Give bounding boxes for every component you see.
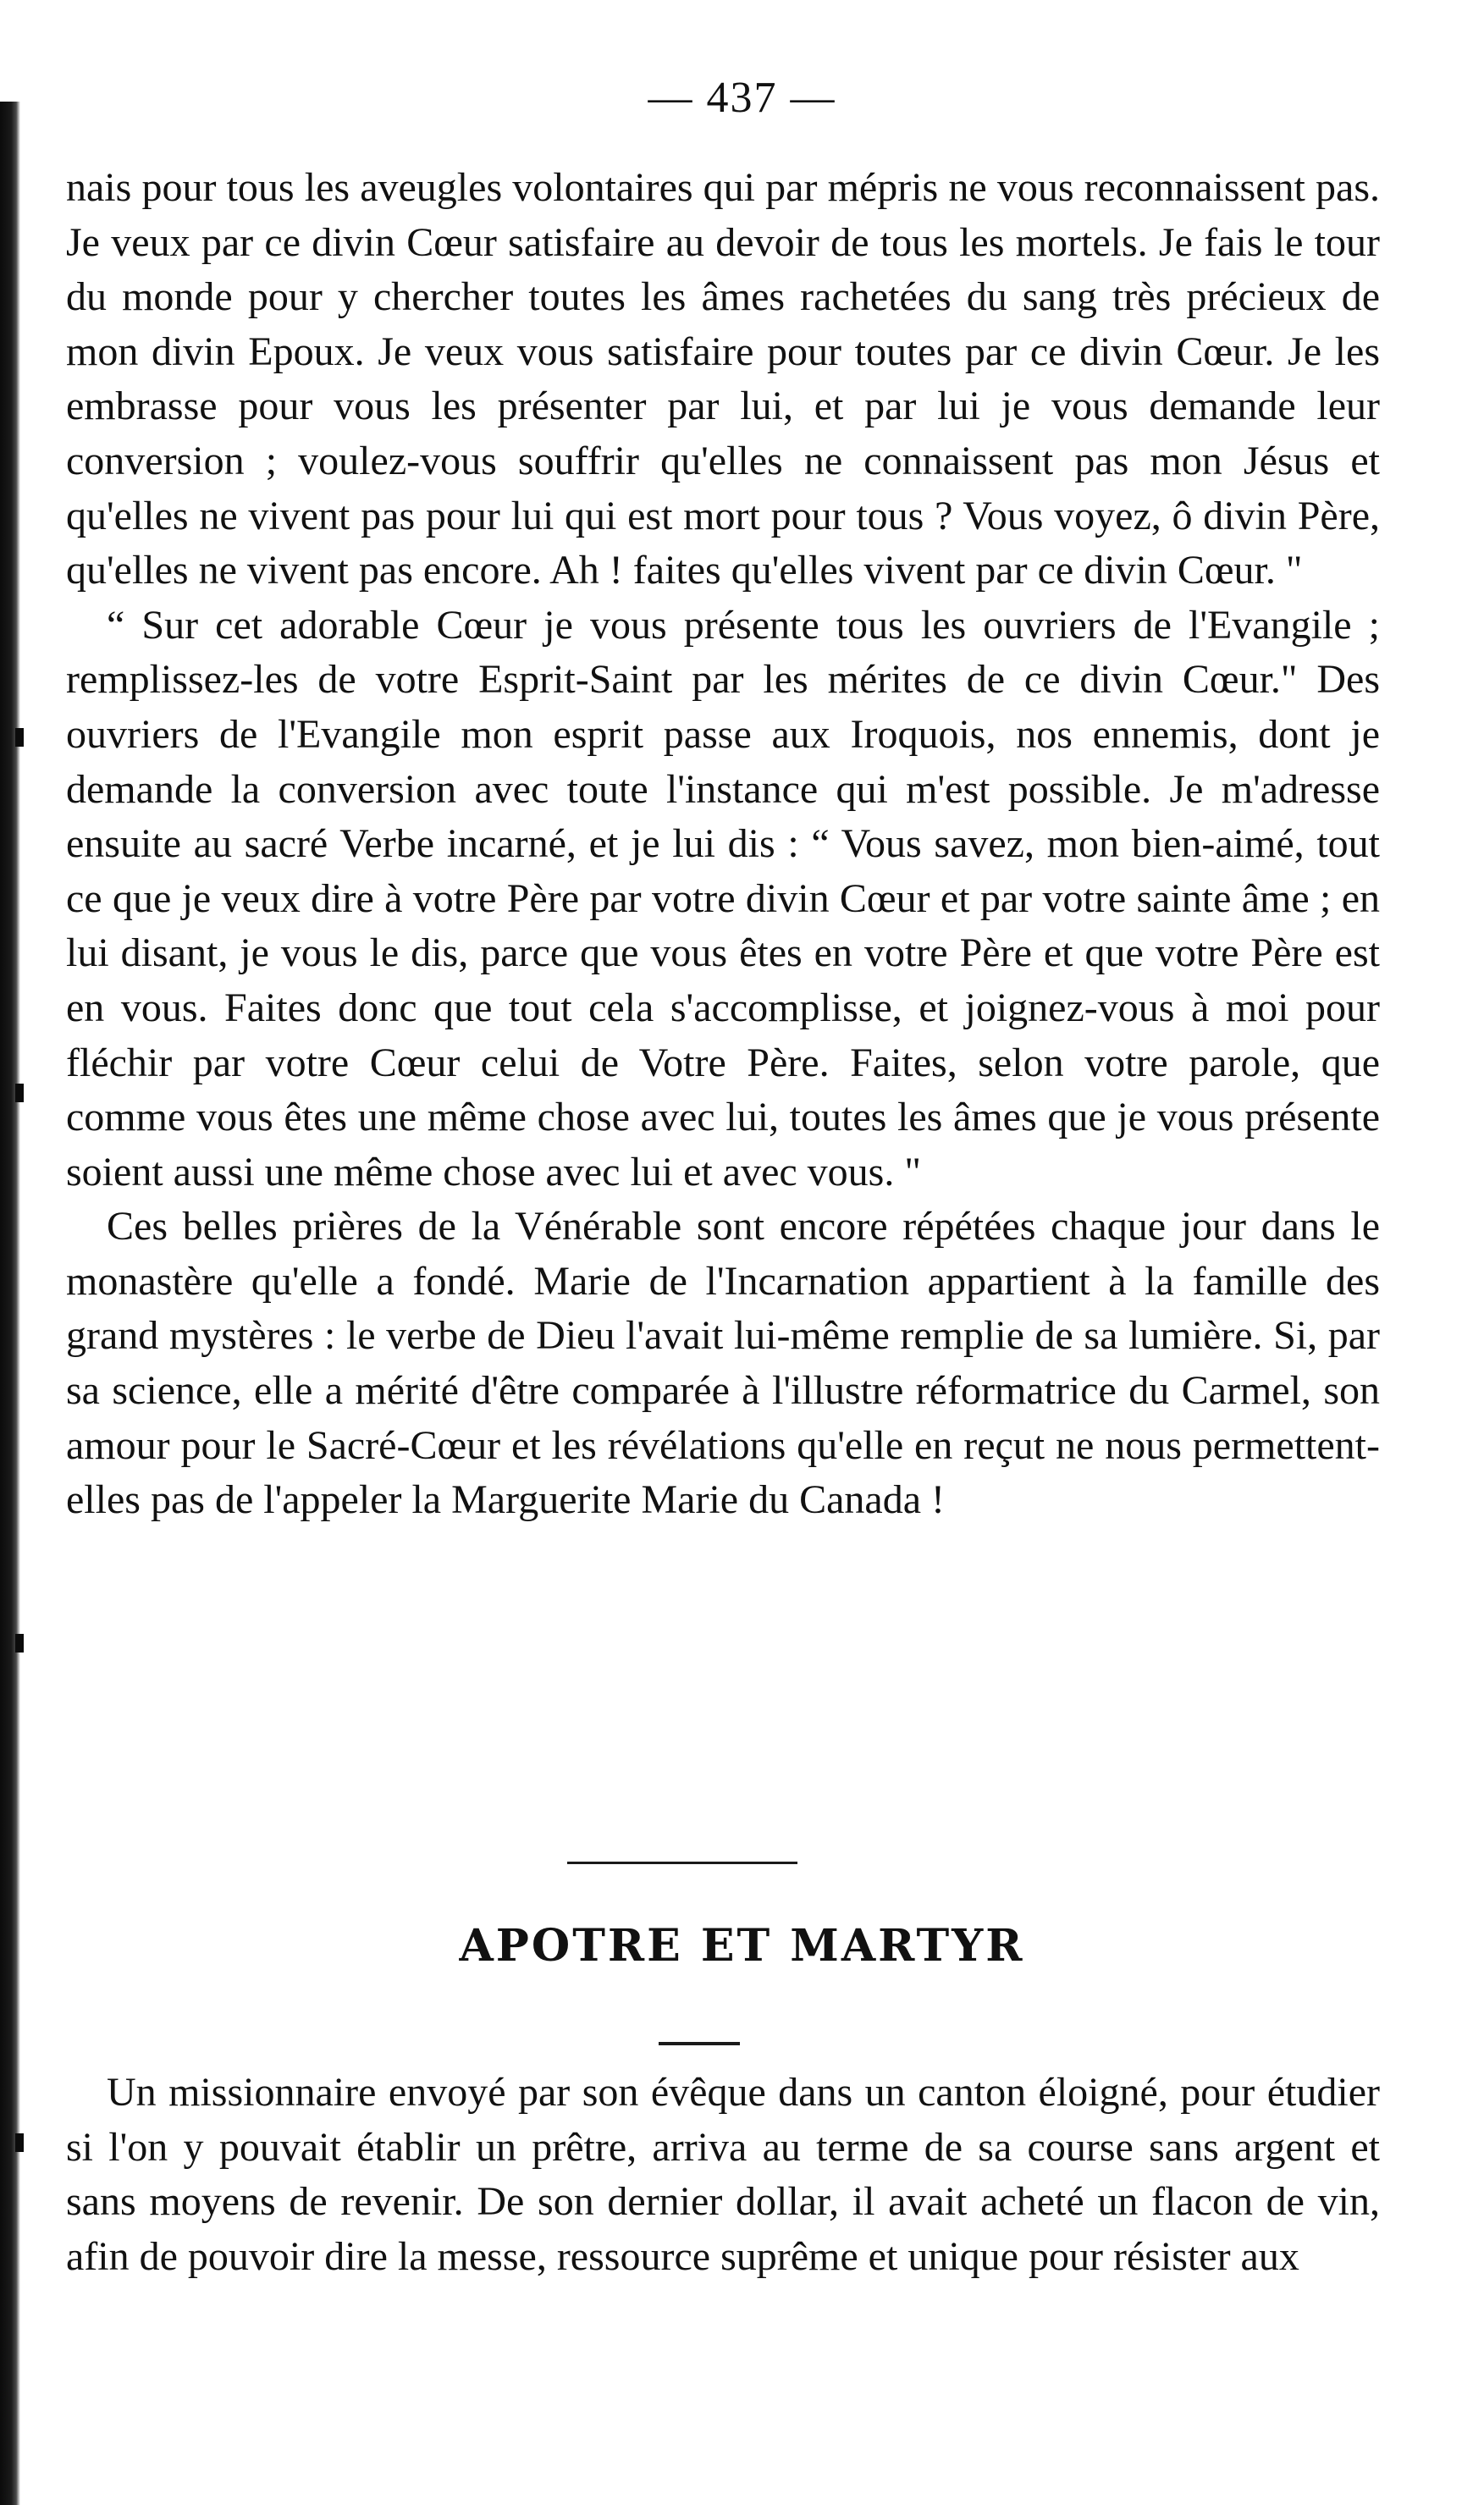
body-text <box>66 161 1380 1528</box>
heading-underline <box>659 2042 740 2045</box>
page-number: — 437 — <box>648 74 836 122</box>
binding-notch <box>15 1634 24 1653</box>
paragraph: Un missionnaire envoyé par son évêque dans un canton éloigné, pour étudier si l'on y pouvait établir un prêtre, arriva au terme de sa course sans argent et sans moyens de revenir. De son dernier dollar, il avait acheté un flacon de vin, afin de pouvoir dire la messe, ressource suprême et unique pour résister aux <box>66 2070 1380 2279</box>
section-heading: APOTRE ET MARTYR <box>459 1920 1025 1972</box>
paragraph: Ces belles prières de la Vénérable sont encore répétées chaque jour dans le monastère qu'elle a fondé. Marie de l'Incarnation appartient à la famille des grand mystères : le verbe de Dieu l'avait lui-même remplie de sa lumière. Si, par sa science, elle a mérité d'être comparée à l'illustre réformatrice du Carmel, son amour pour le Sacré-Cœur et les révélations qu'elle en reçut ne nous permettent-elles pas de l'appeler la Marguerite Marie du Canada ! <box>66 1204 1380 1523</box>
binding-notch <box>15 1084 24 1102</box>
binding-notch <box>15 2133 24 2152</box>
section-divider <box>567 1862 797 1864</box>
section-text <box>66 2066 1380 2284</box>
paragraph: “ Sur cet adorable Cœur je vous présente tous les ouvriers de l'Evangile ; remplissez-les de votre Esprit-Saint par les mérites de ce divin Cœur." Des ouvriers de l'Evangile mon esprit passe aux Iroquois, nos ennemis, dont je demande la conversion avec toute l'instance qui m'est possible. Je m'adresse ensuite au sacré Verbe incarné, et je lui dis : “ Vous savez, mon bien-aimé, tout ce que je veux dire à votre Père par votre divin Cœur et par votre sainte âme ; en lui disant, je vous le dis, parce que vous êtes en votre Père et que votre Père est en vous. Faites donc que tout cela s'accomplisse, et joignez-vous à moi pour fléchir par votre Cœur celui de Votre Père. Faites, selon votre parole, que comme vous êtes une même chose avec lui, toutes les âmes que je vous présente soient aussi une même chose avec lui et avec vous. " <box>66 602 1380 1195</box>
binding-notch <box>15 728 24 747</box>
paragraph: nais pour tous les aveugles volontaires qui par mépris ne vous reconnaissent pas. Je veux par ce divin Cœur satisfaire au devoir de tous les mortels. Je fais le tour du monde pour y chercher toutes les âmes rachetées du sang très précieux de mon divin Epoux. Je veux vous satisfaire pour toutes par ce divin Cœur. Je les embrasse pour vous les présenter par lui, et par lui je vous demande leur conversion ; voulez-vous souffrir qu'elles ne connaissent pas mon Jésus et qu'elles ne vivent pas pour lui qui est mort pour tous ? Vous voyez, ô divin Père, qu'elles ne vivent pas encore. Ah ! faites qu'elles vivent par ce divin Cœur. " <box>66 165 1380 593</box>
